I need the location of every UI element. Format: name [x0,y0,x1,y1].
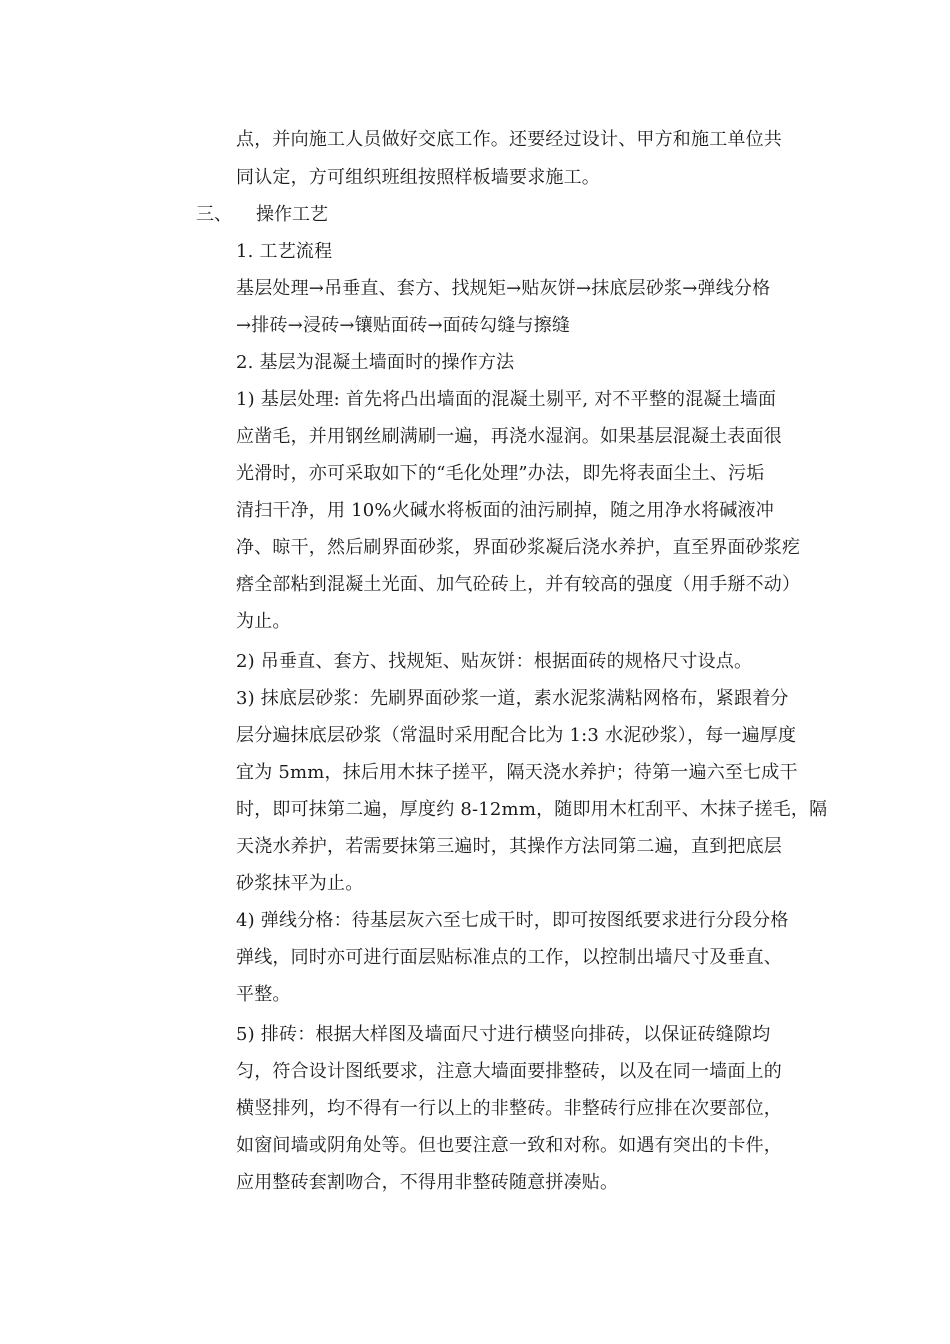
paragraph-line: 5) 排砖：根据大样图及墙面尺寸进行横竖向排砖，以保证砖缝隙均 [236,1024,771,1045]
paragraph-line: 弹线，同时亦可进行面层贴标准点的工作，以控制出墙尺寸及垂直、 [236,947,782,968]
paragraph-line: 如窗间墙或阴角处等。但也要注意一致和对称。如遇有突出的卡件， [236,1135,782,1156]
paragraph-line: 清扫干净，用 10%火碱水将板面的油污刷掉，随之用净水将碱液冲 [236,500,774,521]
subheading-process-flow: 1. 工艺流程 [236,241,333,262]
paragraph-line: 砂浆抹平为止。 [236,873,364,894]
section-title: 操作工艺 [256,204,328,225]
paragraph-line: 3) 抹底层砂浆：先刷界面砂浆一道，素水泥浆满粘网格布，紧跟着分 [236,688,789,709]
paragraph-line: 光滑时，亦可采取如下的“毛化处理”办法，即先将表面尘土、污垢 [236,463,765,484]
paragraph-line: 为止。 [236,611,291,632]
continuation-line: 点，并向施工人员做好交底工作。还要经过设计、甲方和施工单位共 [236,129,782,150]
paragraph-line: 净、晾干，然后刷界面砂浆，界面砂浆凝后浇水养护，直至界面砂浆疙 [236,537,801,558]
paragraph-line: 应用整砖套割吻合，不得用非整砖随意拼凑贴。 [236,1172,619,1193]
continuation-line: 同认定，方可组织班组按照样板墙要求施工。 [236,167,600,188]
paragraph-line: 匀，符合设计图纸要求，注意大墙面要排整砖，以及在同一墙面上的 [236,1061,782,1082]
paragraph-line: 平整。 [236,984,291,1005]
section-number: 三、 [196,204,232,225]
paragraph-line: 瘩全部粘到混凝土光面、加气砼砖上，并有较高的强度（用手掰不动） [236,574,801,595]
paragraph-line: 层分遍抹底层砂浆（常温时采用配合比为 1:3 水泥砂浆），每一遍厚度 [236,725,797,746]
subheading-concrete-wall: 2. 基层为混凝土墙面时的操作方法 [236,352,515,373]
paragraph-line: →排砖→浸砖→镶贴面砖→面砖勾缝与擦缝 [236,315,571,336]
paragraph-line: 基层处理→吊垂直、套方、找规矩→贴灰饼→抹底层砂浆→弹线分格 [236,278,771,299]
paragraph-line: 应凿毛，并用钢丝刷满刷一遍，再浇水湿润。如果基层混凝土表面很 [236,426,782,447]
paragraph-line: 4) 弹线分格：待基层灰六至七成干时，即可按图纸要求进行分段分格 [236,910,789,931]
paragraph-line: 2) 吊垂直、套方、找规矩、贴灰饼：根据面砖的规格尺寸设点。 [236,651,753,672]
paragraph-line: 时，即可抹第二遍，厚度约 8-12mm，随即用木杠刮平、木抹子搓毛，隔 [236,799,828,820]
paragraph-line: 天浇水养护，若需要抹第三遍时，其操作方法同第二遍，直到把底层 [236,836,782,857]
paragraph-line: 宜为 5mm，抹后用木抹子搓平，隔天浇水养护；待第一遍六至七成干 [236,762,798,783]
paragraph-line: 横竖排列，均不得有一行以上的非整砖。非整砖行应排在次要部位， [236,1098,782,1119]
paragraph-line: 1) 基层处理: 首先将凸出墙面的混凝土剔平, 对不平整的混凝土墙面 [236,389,777,410]
